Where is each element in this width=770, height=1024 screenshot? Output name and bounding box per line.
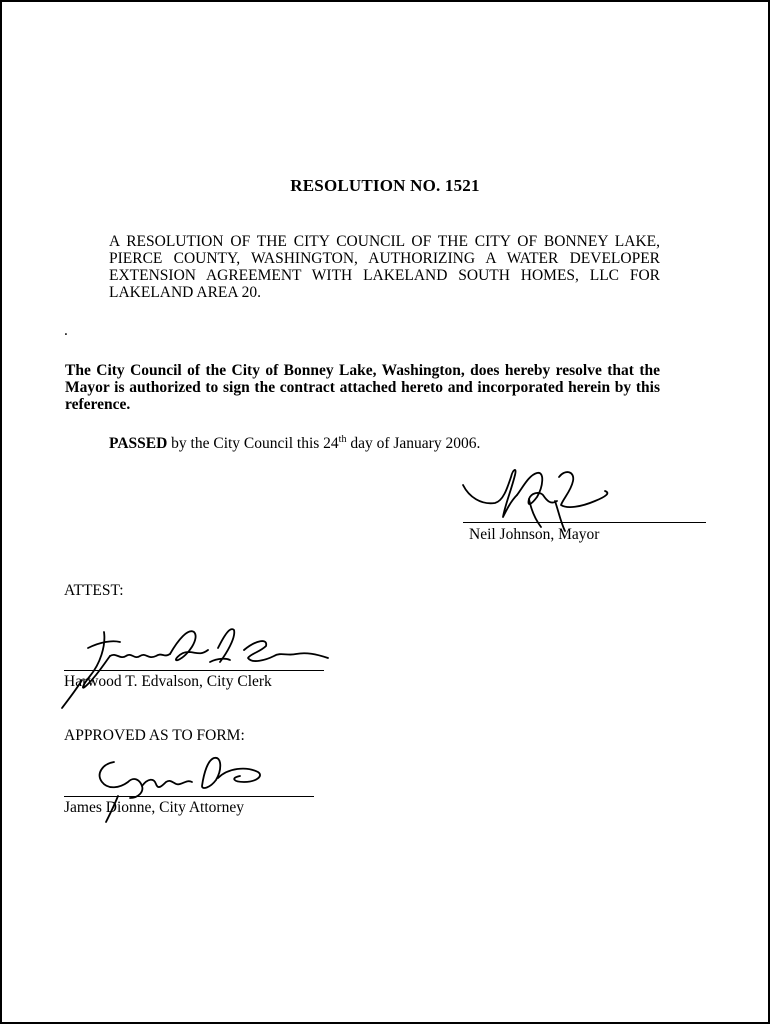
date-ordinal: th bbox=[338, 434, 347, 445]
mayor-signature-line bbox=[463, 522, 706, 523]
passed-text: by the City Council this 24 bbox=[167, 435, 339, 453]
approved-label: APPROVED AS TO FORM: bbox=[64, 727, 245, 744]
mayor-name-title: Neil Johnson, Mayor bbox=[469, 526, 600, 543]
attorney-signature bbox=[90, 752, 280, 832]
passed-line bbox=[109, 434, 480, 453]
passed-text-end: day of January 2006. bbox=[346, 435, 481, 453]
attest-label: ATTEST: bbox=[64, 582, 124, 599]
passed-label: PASSED bbox=[109, 435, 168, 453]
stray-mark: . bbox=[64, 322, 68, 339]
resolution-subject: A RESOLUTION OF THE CITY COUNCIL OF THE CITY OF BONNEY LAKE, PIERCE COUNTY, WASHINGTON, AUTHORIZING A WATER DEVELOPER EXTENSION AGREEMENT WITH LAKELAND SOUTH HOMES, LLC FOR LAKELAND AREA 20. bbox=[109, 233, 660, 301]
attorney-name-title: James Dionne, City Attorney bbox=[64, 799, 244, 816]
resolution-title: RESOLUTION NO. 1521 bbox=[290, 176, 480, 195]
clerk-name-title: Harwood T. Edvalson, City Clerk bbox=[64, 673, 272, 690]
attorney-signature-line bbox=[64, 796, 314, 797]
resolve-paragraph: The City Council of the City of Bonney Lake, Washington, does hereby resolve that the Mayor is authorized to sign the contract attached hereto and incorporated herein by this reference. bbox=[65, 362, 660, 413]
clerk-signature-line bbox=[64, 670, 324, 671]
clerk-signature bbox=[60, 618, 340, 713]
